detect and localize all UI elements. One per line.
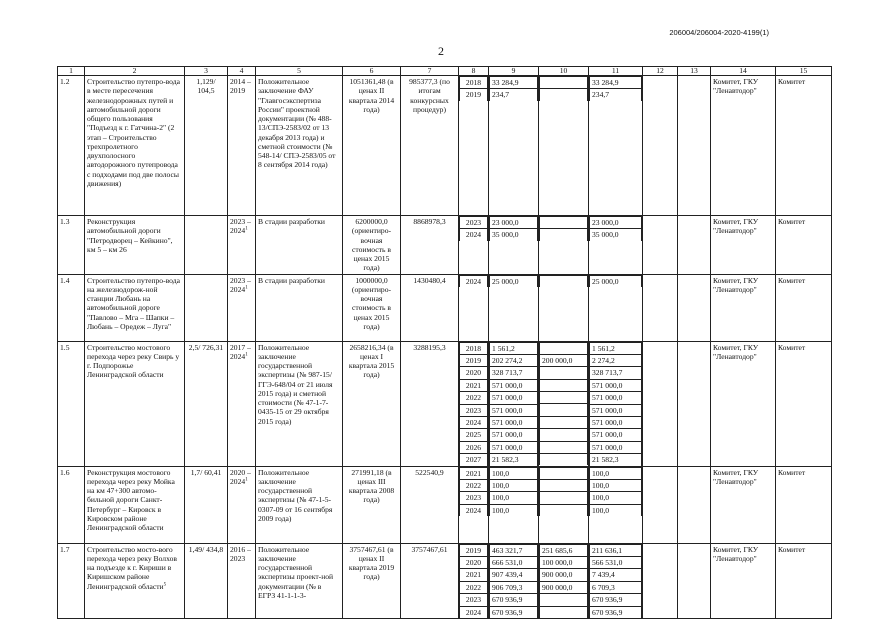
- object-name: [85, 76, 185, 216]
- row-number-text: 1.4: [60, 275, 70, 285]
- responsible: [776, 274, 832, 341]
- period-text: 2014 – 2019: [230, 77, 251, 96]
- object-name: [85, 216, 185, 275]
- total-funding-value: 100,0: [490, 467, 538, 479]
- estimated-cost: [343, 341, 401, 466]
- empty-cell: [678, 76, 711, 216]
- regional-funding-value: 670 936,9: [590, 594, 642, 606]
- column-number: 5: [256, 67, 343, 76]
- responsible: [776, 341, 832, 466]
- year-value: 2020: [460, 367, 488, 379]
- year-value: 2024: [460, 606, 488, 618]
- project-documentation: [256, 76, 343, 216]
- row-number-text: 1.3: [60, 217, 70, 226]
- year-column: [459, 76, 489, 216]
- total-funding-value: 670 936,9: [490, 606, 538, 618]
- federal-funding-column: [539, 274, 589, 341]
- year-value: 2026: [460, 441, 488, 453]
- column-number: 13: [678, 67, 711, 76]
- footnote-mark: 5: [163, 582, 167, 588]
- empty-cell: [643, 216, 678, 275]
- federal-funding-value: [540, 77, 588, 89]
- federal-funding-value: 900 000,0: [540, 581, 588, 593]
- total-funding-column: [489, 76, 539, 216]
- footnote-mark: 1: [245, 352, 248, 358]
- customer: [711, 274, 776, 341]
- project-documentation-text: В стадии разработки: [258, 217, 325, 226]
- regional-funding-value: 571 000,0: [590, 379, 642, 391]
- capacity: [185, 543, 228, 618]
- current-cost: [401, 76, 459, 216]
- regional-funding-column: [589, 466, 643, 543]
- estimated-cost: [343, 274, 401, 341]
- regional-funding-column: [589, 216, 643, 275]
- object-name: [85, 543, 185, 618]
- federal-funding-value: [540, 492, 588, 504]
- current-cost-text: 8868978,3: [413, 217, 446, 226]
- table-row: [58, 216, 832, 275]
- current-cost: [401, 216, 459, 275]
- total-funding-value: 906 709,3: [490, 581, 538, 593]
- total-funding-value: 571 000,0: [490, 416, 538, 428]
- year-value: 2021: [460, 569, 488, 581]
- row-number-text: 1.2: [60, 77, 70, 86]
- year-list: [459, 467, 488, 517]
- federal-funding-list: [539, 216, 588, 241]
- period: [228, 216, 256, 275]
- capacity-text: 1,7/ 60,41: [190, 467, 222, 477]
- total-funding-value: 670 936,9: [490, 594, 538, 606]
- total-funding-value: 907 439,4: [490, 569, 538, 581]
- regional-funding-column: [589, 76, 643, 216]
- row-number: [58, 76, 85, 216]
- current-cost-text: 1430480,4: [413, 275, 446, 285]
- empty-cell: [678, 341, 711, 466]
- regional-funding-value: 571 000,0: [590, 441, 642, 453]
- federal-funding-value: [540, 467, 588, 479]
- regional-funding-list: [589, 76, 642, 101]
- period-text: 2023 – 2024: [230, 275, 251, 294]
- regional-funding-value: 35 000,0: [590, 229, 642, 241]
- empty-cell: [643, 274, 678, 341]
- column-number: 9: [489, 67, 539, 76]
- customer-text: Комитет, ГКУ "Ленавтодор": [713, 77, 759, 96]
- year-value: 2021: [460, 379, 488, 391]
- regional-funding-list: [589, 342, 642, 466]
- year-value: 2024: [460, 275, 488, 287]
- table-row: [58, 341, 832, 466]
- federal-funding-value: 900 000,0: [540, 569, 588, 581]
- regional-funding-column: [589, 341, 643, 466]
- total-funding-value: 571 000,0: [490, 404, 538, 416]
- object-name-text: Реконструкция мостового перехода через реку Мойка на км 47+300 автомо-бильной дороги Санкт-Петербург – Кировск в Кировском районе Ленинградской области: [87, 467, 175, 533]
- regional-funding-value: 328 713,7: [590, 367, 642, 379]
- federal-funding-list: [539, 76, 588, 101]
- column-number: 8: [459, 67, 489, 76]
- column-number: 12: [643, 67, 678, 76]
- regional-funding-list: [589, 467, 642, 517]
- federal-funding-value: 100 000,0: [540, 556, 588, 568]
- period: [228, 274, 256, 341]
- total-funding-column: [489, 543, 539, 618]
- federal-funding-value: [540, 229, 588, 241]
- program-table: [57, 66, 832, 619]
- table-row: [58, 274, 832, 341]
- total-funding-list: [489, 544, 538, 618]
- empty-cell: [678, 216, 711, 275]
- total-funding-value: 1 561,2: [490, 342, 538, 354]
- total-funding-list: [489, 275, 538, 287]
- federal-funding-value: [540, 275, 588, 287]
- responsible: [776, 76, 832, 216]
- year-value: 2025: [460, 429, 488, 441]
- federal-funding-list: [539, 342, 588, 466]
- responsible-text: Комитет: [778, 342, 806, 352]
- project-documentation-text: В стадии разработки: [258, 275, 325, 285]
- capacity: [185, 216, 228, 275]
- regional-funding-column: [589, 274, 643, 341]
- responsible-text: Комитет: [778, 467, 806, 477]
- customer: [711, 216, 776, 275]
- regional-funding-value: 566 531,0: [590, 556, 642, 568]
- object-name-text: Строительство мосто-вого перехода через реку Волхов на подъезде к г. Кириши в Киришском районе Ленинградской области: [87, 544, 177, 591]
- year-list: [459, 275, 488, 287]
- regional-funding-value: 100,0: [590, 467, 642, 479]
- regional-funding-value: 100,0: [590, 479, 642, 491]
- capacity: [185, 341, 228, 466]
- period-text: 2023 – 2024: [230, 217, 251, 236]
- project-documentation: [256, 543, 343, 618]
- project-documentation: [256, 274, 343, 341]
- federal-funding-value: 251 685,6: [540, 544, 588, 556]
- period: [228, 466, 256, 543]
- customer-text: Комитет, ГКУ "Ленавтодор": [713, 342, 759, 361]
- capacity: [185, 274, 228, 341]
- year-value: 2020: [460, 556, 488, 568]
- capacity: [185, 466, 228, 543]
- year-value: 2018: [460, 342, 488, 354]
- total-funding-list: [489, 216, 538, 241]
- federal-funding-column: [539, 543, 589, 618]
- year-list: [459, 544, 488, 618]
- year-value: 2022: [460, 581, 488, 593]
- year-value: 2024: [460, 416, 488, 428]
- federal-funding-column: [539, 466, 589, 543]
- federal-funding-value: [540, 429, 588, 441]
- regional-funding-value: 571 000,0: [590, 404, 642, 416]
- federal-funding-list: [539, 467, 588, 517]
- project-documentation: [256, 466, 343, 543]
- regional-funding-value: 1 561,2: [590, 342, 642, 354]
- year-column: [459, 543, 489, 618]
- table-row: [58, 543, 832, 618]
- empty-cell: [643, 466, 678, 543]
- year-value: 2023: [460, 217, 488, 229]
- column-number: 1: [58, 67, 85, 76]
- total-funding-column: [489, 216, 539, 275]
- total-funding-value: 21 582,3: [490, 454, 538, 466]
- estimated-cost-text: 3757467,61 (в ценах II квартала 2019 года): [348, 544, 395, 582]
- capacity: [185, 76, 228, 216]
- customer-text: Комитет, ГКУ "Ленавтодор": [713, 544, 759, 563]
- year-column: [459, 274, 489, 341]
- column-number: 4: [228, 67, 256, 76]
- current-cost: [401, 274, 459, 341]
- year-value: 2022: [460, 479, 488, 491]
- row-number-text: 1.5: [60, 342, 70, 352]
- current-cost: [401, 341, 459, 466]
- federal-funding-column: [539, 216, 589, 275]
- table-row: [58, 76, 832, 216]
- column-number: 14: [711, 67, 776, 76]
- total-funding-list: [489, 342, 538, 466]
- empty-cell: [678, 274, 711, 341]
- project-documentation: [256, 216, 343, 275]
- total-funding-column: [489, 341, 539, 466]
- estimated-cost-text: 2658216,34 (в ценах I квартала 2015 года): [348, 342, 395, 380]
- regional-funding-value: 670 936,9: [590, 606, 642, 618]
- project-documentation-text: Положительное заключение ФАУ "Главгосэкспертиза России" проектной документации (№ 488-13/СПЭ-2583/02 от 13 декабря 2013 года) и сметной стоимости (№ 548-14/ СПЭ-2583/05 от 8 сентября 2014 года): [258, 77, 336, 170]
- federal-funding-value: [540, 479, 588, 491]
- regional-funding-value: 25 000,0: [590, 275, 642, 287]
- total-funding-value: 571 000,0: [490, 392, 538, 404]
- regional-funding-list: [589, 544, 642, 618]
- regional-funding-value: 2 274,2: [590, 354, 642, 366]
- capacity-text: 1,49/ 434,8: [188, 544, 224, 554]
- regional-funding-value: 571 000,0: [590, 429, 642, 441]
- year-value: 2018: [460, 77, 488, 89]
- total-funding-value: 463 321,7: [490, 544, 538, 556]
- document-number: 206004/206004-2020-4199(1): [669, 28, 769, 37]
- estimated-cost: [343, 466, 401, 543]
- customer: [711, 543, 776, 618]
- total-funding-value: 25 000,0: [490, 275, 538, 287]
- year-value: 2019: [460, 354, 488, 366]
- regional-funding-value: 33 284,9: [590, 77, 642, 89]
- empty-cell: [643, 76, 678, 216]
- total-funding-value: 666 531,0: [490, 556, 538, 568]
- customer: [711, 341, 776, 466]
- total-funding-value: 100,0: [490, 479, 538, 491]
- regional-funding-value: 21 582,3: [590, 454, 642, 466]
- year-column: [459, 341, 489, 466]
- federal-funding-value: [540, 594, 588, 606]
- project-documentation-text: Положительное заключение государственной экспертизы (№ 47-1-5-0307-09 от 16 сентября 2009 года): [258, 467, 333, 523]
- current-cost-text: 3757467,61: [411, 544, 448, 554]
- estimated-cost: [343, 216, 401, 275]
- column-number: 3: [185, 67, 228, 76]
- row-number: [58, 216, 85, 275]
- total-funding-value: 35 000,0: [490, 229, 538, 241]
- regional-funding-value: 7 439,4: [590, 569, 642, 581]
- column-number: 11: [589, 67, 643, 76]
- period: [228, 341, 256, 466]
- regional-funding-value: 571 000,0: [590, 416, 642, 428]
- current-cost-text: 3288195,3: [413, 342, 446, 352]
- table-row: [58, 466, 832, 543]
- responsible: [776, 466, 832, 543]
- regional-funding-value: 100,0: [590, 492, 642, 504]
- total-funding-value: 571 000,0: [490, 441, 538, 453]
- responsible-text: Комитет: [778, 275, 806, 285]
- year-value: 2019: [460, 89, 488, 101]
- empty-cell: [643, 341, 678, 466]
- federal-funding-value: [540, 89, 588, 101]
- year-column: [459, 466, 489, 543]
- federal-funding-list: [539, 275, 588, 287]
- year-value: 2023: [460, 404, 488, 416]
- year-value: 2019: [460, 544, 488, 556]
- object-name-text: Строительство мостового перехода через реку Свирь у г. Подпорожье Ленинградской области: [87, 342, 180, 380]
- row-number-text: 1.6: [60, 467, 70, 477]
- year-value: 2024: [460, 229, 488, 241]
- federal-funding-column: [539, 76, 589, 216]
- year-list: [459, 76, 488, 101]
- regional-funding-value: 23 000,0: [590, 217, 642, 229]
- year-value: 2027: [460, 454, 488, 466]
- capacity-text: 1,129/ 104,5: [196, 77, 216, 96]
- customer: [711, 76, 776, 216]
- customer-text: Комитет, ГКУ "Ленавтодор": [713, 217, 759, 236]
- total-funding-value: 100,0: [490, 504, 538, 516]
- period-text: 2016 – 2023: [230, 544, 251, 563]
- current-cost: [401, 543, 459, 618]
- row-number: [58, 466, 85, 543]
- regional-funding-value: 571 000,0: [590, 392, 642, 404]
- empty-cell: [678, 466, 711, 543]
- period: [228, 76, 256, 216]
- project-documentation-text: Положительное заключение государственной экспертизы проект-ной документации (№ в ЕГРЗ 41-1-1-3-: [258, 544, 334, 600]
- responsible: [776, 216, 832, 275]
- column-number-row: [58, 67, 832, 76]
- year-column: [459, 216, 489, 275]
- regional-funding-column: [589, 543, 643, 618]
- federal-funding-value: [540, 441, 588, 453]
- column-number: 2: [85, 67, 185, 76]
- period: [228, 543, 256, 618]
- period-text: 2020 – 2024: [230, 467, 251, 486]
- object-name: [85, 341, 185, 466]
- empty-cell: [678, 543, 711, 618]
- object-name-text: Реконструкция автомобильной дороги "Петродворец – Кейкино", км 5 – км 26: [87, 217, 173, 254]
- column-number: 10: [539, 67, 589, 76]
- footnote-mark: 1: [245, 226, 248, 232]
- object-name: [85, 466, 185, 543]
- federal-funding-value: [540, 404, 588, 416]
- regional-funding-value: 211 636,1: [590, 544, 642, 556]
- customer-text: Комитет, ГКУ "Ленавтодор": [713, 275, 759, 294]
- column-number: 15: [776, 67, 832, 76]
- current-cost-text: 522540,9: [415, 467, 444, 477]
- estimated-cost-text: 271991,18 (в ценах III квартала 2008 года): [348, 467, 395, 505]
- federal-funding-value: [540, 392, 588, 404]
- object-name-text: Строительство путепро-вода в месте пересечения железнодорожных путей и автомобильной дороги общего пользования "Подъезд к г. Гатчина-2" (2 этап – Строительство трехпролетного двухполосного автодорожного путепровода с подходами под две полосы движения): [87, 77, 180, 188]
- column-number: 6: [343, 67, 401, 76]
- regional-funding-value: 6 709,3: [590, 581, 642, 593]
- responsible-text: Комитет: [778, 217, 806, 226]
- federal-funding-value: [540, 342, 588, 354]
- current-cost: [401, 466, 459, 543]
- federal-funding-value: [540, 217, 588, 229]
- row-number: [58, 543, 85, 618]
- total-funding-value: 234,7: [490, 89, 538, 101]
- page-number: 2: [438, 44, 444, 58]
- total-funding-value: 571 000,0: [490, 379, 538, 391]
- year-value: 2022: [460, 392, 488, 404]
- total-funding-value: 202 274,2: [490, 354, 538, 366]
- year-value: 2023: [460, 492, 488, 504]
- row-number: [58, 274, 85, 341]
- responsible-text: Комитет: [778, 77, 806, 86]
- total-funding-value: 328 713,7: [490, 367, 538, 379]
- federal-funding-value: [540, 367, 588, 379]
- responsible: [776, 543, 832, 618]
- responsible-text: Комитет: [778, 544, 806, 554]
- object-name: [85, 274, 185, 341]
- regional-funding-value: 234,7: [590, 89, 642, 101]
- empty-cell: [643, 543, 678, 618]
- regional-funding-list: [589, 275, 642, 287]
- estimated-cost-text: 6200000,0 (ориентиро-вочная стоимость в ценах 2015 года): [351, 217, 392, 273]
- total-funding-column: [489, 274, 539, 341]
- customer-text: Комитет, ГКУ "Ленавтодор": [713, 467, 759, 486]
- total-funding-value: 571 000,0: [490, 429, 538, 441]
- estimated-cost-text: 1051361,48 (в ценах II квартала 2014 года): [348, 77, 395, 114]
- regional-funding-value: 100,0: [590, 504, 642, 516]
- period-text: 2017 – 2024: [230, 342, 251, 361]
- federal-funding-column: [539, 341, 589, 466]
- project-documentation: [256, 341, 343, 466]
- total-funding-value: 23 000,0: [490, 217, 538, 229]
- footnote-mark: 1: [245, 477, 248, 483]
- total-funding-value: 33 284,9: [490, 77, 538, 89]
- federal-funding-value: [540, 504, 588, 516]
- capacity-text: 2,5/ 726,31: [188, 342, 224, 352]
- customer: [711, 466, 776, 543]
- total-funding-column: [489, 466, 539, 543]
- total-funding-value: 100,0: [490, 492, 538, 504]
- federal-funding-value: [540, 379, 588, 391]
- estimated-cost: [343, 76, 401, 216]
- total-funding-list: [489, 467, 538, 517]
- federal-funding-value: 200 000,0: [540, 354, 588, 366]
- regional-funding-list: [589, 216, 642, 241]
- year-value: 2023: [460, 594, 488, 606]
- federal-funding-value: [540, 606, 588, 618]
- column-number: 7: [401, 67, 459, 76]
- federal-funding-value: [540, 416, 588, 428]
- federal-funding-list: [539, 544, 588, 618]
- year-value: 2021: [460, 467, 488, 479]
- year-value: 2024: [460, 504, 488, 516]
- object-name-text: Строительство путепро-вода на железнодорож-ной станции Любань на автомобильной дороге "Павлово – Мга – Шапки – Любань – Оредеж – Луга": [87, 275, 180, 331]
- estimated-cost: [343, 543, 401, 618]
- year-list: [459, 216, 488, 241]
- row-number: [58, 341, 85, 466]
- footnote-mark: 1: [245, 285, 248, 291]
- estimated-cost-text: 1000000,0 (ориентиро-вочная стоимость в ценах 2015 года): [351, 275, 392, 331]
- federal-funding-value: [540, 454, 588, 466]
- year-list: [459, 342, 488, 466]
- total-funding-list: [489, 76, 538, 101]
- current-cost-text: 985377,3 (по итогам конкурсных процедур): [409, 77, 450, 114]
- row-number-text: 1.7: [60, 544, 70, 554]
- project-documentation-text: Положительное заключение государственной экспертизы (№ 987-15/ГГЭ-648/04 от 21 июля 2015 года) и сметной стоимости (№ 47-1-7-0435-15 от 29 октября 2015 года): [258, 342, 333, 426]
